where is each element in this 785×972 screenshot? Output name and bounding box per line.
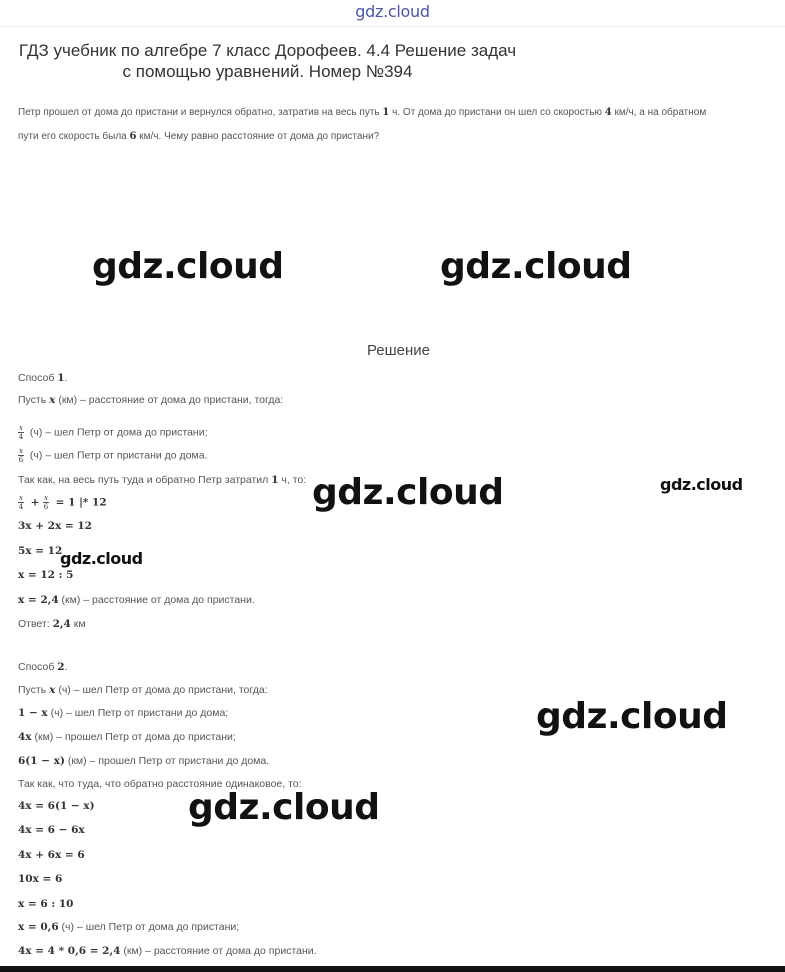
method-2-equation-4: 10x = 6 xyxy=(18,873,63,885)
method-1-intro: Пусть x (км) – расстояние от дома до пристани, тогда: xyxy=(18,394,284,406)
watermark: gdz.cloud xyxy=(312,472,504,513)
top-bar xyxy=(0,0,785,27)
method-2-equation-1: 4x = 6(1 − x) xyxy=(18,800,95,812)
problem-statement xyxy=(18,101,770,149)
watermark: gdz.cloud xyxy=(440,246,632,287)
method-2-line-3: 6(1 − x) (км) – прошел Петр от пристани до дома. xyxy=(18,755,270,767)
bottom-bar xyxy=(0,966,785,972)
method-2-line-2: 4x (км) – прошел Петр от дома до пристани; xyxy=(18,731,236,743)
method-1-equation-5: x = 2,4 (км) – расстояние от дома до пристани. xyxy=(18,594,255,606)
method-1-equation-3: 5x = 12 xyxy=(18,545,63,557)
watermark: gdz.cloud xyxy=(92,246,284,287)
problem-line-1: Петр прошел от дома до пристани и вернулся обратно, затратив на весь путь 1 ч. От дома до пристани он шел со скоростью 4 км/ч, а на обратном xyxy=(18,107,707,118)
method-1-equation-1: $\frac{x}{4}$ + $\frac{x}{6}$ = 1 |* 12 xyxy=(18,494,107,511)
method-2-equation-5: x = 6 : 10 xyxy=(18,898,74,910)
method-2-equation-3: 4x + 6x = 6 xyxy=(18,849,85,861)
method-1-equation-4: x = 12 : 5 xyxy=(18,569,74,581)
method-2-equation-7: 4x = 4 * 0,6 = 2,4 (км) – расстояние от дома до пристани. xyxy=(18,945,317,957)
watermark: gdz.cloud xyxy=(60,549,143,568)
solution-heading: Решение xyxy=(366,342,431,359)
method-2-equation-6: x = 0,6 (ч) – шел Петр от дома до пристани; xyxy=(18,921,240,933)
site-logo[interactable]: gdz.cloud xyxy=(355,2,430,21)
page-title-line-2: с помощью уравнений. Номер №394 xyxy=(122,62,413,81)
watermark: gdz.cloud xyxy=(660,475,743,494)
watermark: gdz.cloud xyxy=(188,787,380,828)
watermark: gdz.cloud xyxy=(536,696,728,737)
method-1-answer: Ответ: 2,4 км xyxy=(18,618,86,630)
method-1-since: Так как, на весь путь туда и обратно Петр затратил 1 ч, то: xyxy=(18,474,307,486)
problem-line-2: пути его скорость была 6 км/ч. Чему равно расстояние от дома до пристани? xyxy=(18,131,380,142)
method-2-intro: Пусть x (ч) – шел Петр от дома до пристани, тогда: xyxy=(18,684,268,696)
page-title xyxy=(0,40,535,82)
method-1-equation-2: 3x + 2x = 12 xyxy=(18,520,92,532)
page-title-line-1: ГДЗ учебник по алгебре 7 класс Дорофеев. 4.4 Решение задач xyxy=(18,41,517,60)
method-1-fraction-line-1: $\frac{x}{4}$ (ч) – шел Петр от дома до пристани; xyxy=(18,424,208,441)
method-1-label: Способ 1. xyxy=(18,372,68,384)
method-2-label: Способ 2. xyxy=(18,661,68,673)
method-2-line-1: 1 − x (ч) – шел Петр от пристани до дома; xyxy=(18,707,229,719)
method-2-equation-2: 4x = 6 − 6x xyxy=(18,824,85,836)
method-2-since: Так как, что туда, что обратно расстояние одинаковое, то: xyxy=(18,778,302,790)
method-1-fraction-line-2: $\frac{x}{6}$ (ч) – шел Петр от пристани до дома. xyxy=(18,447,208,464)
